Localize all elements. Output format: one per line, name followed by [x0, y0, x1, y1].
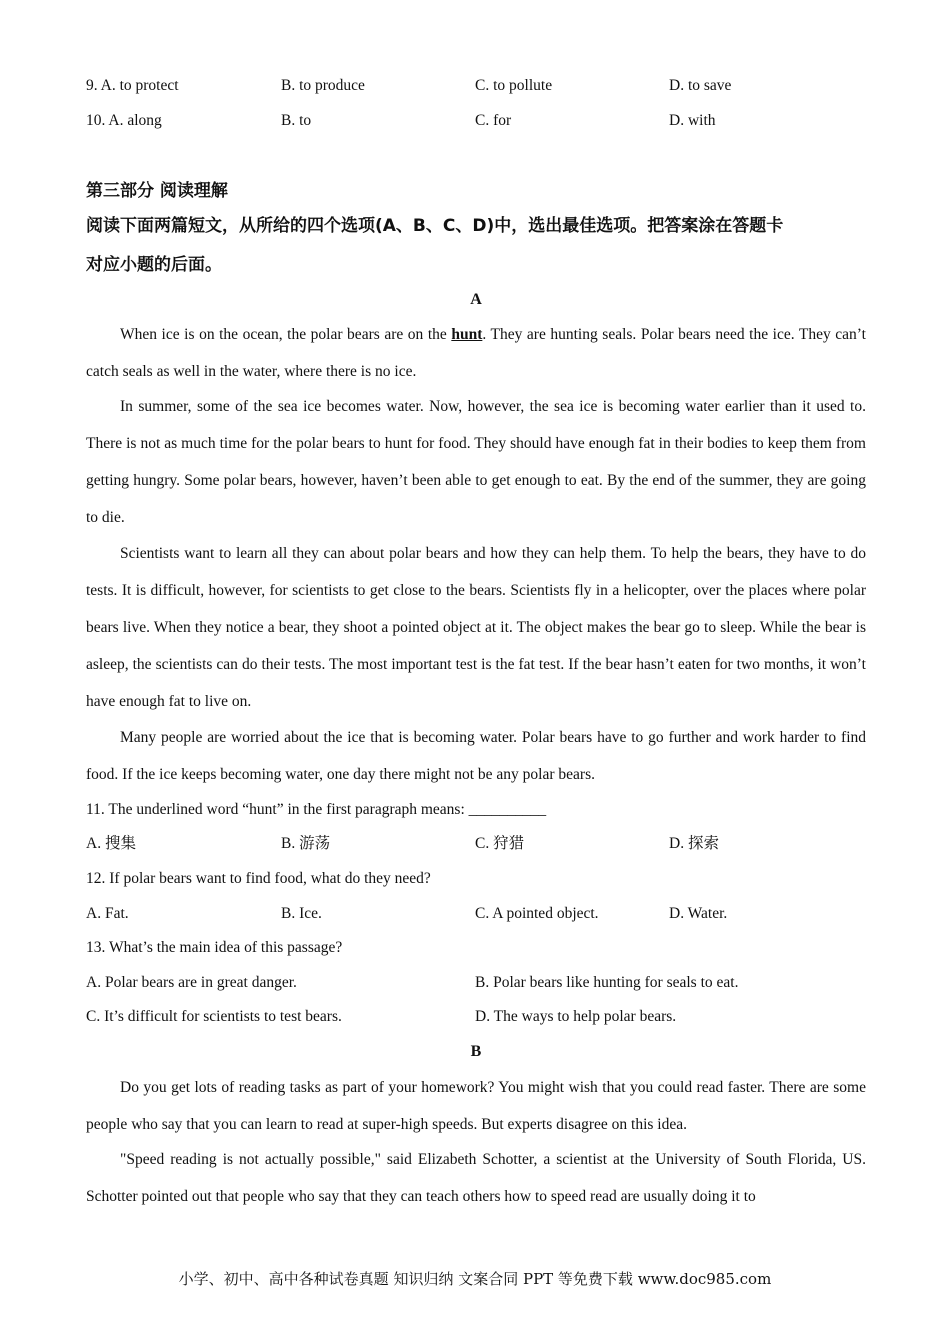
q12-option-b[interactable]: B. Ice. [281, 905, 322, 922]
question-9-options [86, 75, 866, 97]
passage-a-paragraph-4 [86, 719, 866, 793]
q11-option-d[interactable]: D. 探索 [669, 835, 719, 852]
question-13-stem: 13. What’s the main idea of this passage? [86, 939, 343, 956]
section-instruction-line1: 阅读下面两篇短文，从所给的四个选项(A、B、C、D)中，选出最佳选项。把答案涂在答题卡 [86, 216, 784, 236]
question-12-stem: 12. If polar bears want to find food, what do they need? [86, 870, 431, 887]
q13-option-c[interactable]: C. It’s difficult for scientists to test bears. [86, 1008, 342, 1025]
q10-option-d[interactable]: D. with [669, 112, 716, 129]
q9-option-c[interactable]: C. to pollute [475, 77, 553, 94]
passage-b-paragraph-1 [86, 1069, 866, 1143]
passage-a-p3-text: Scientists want to learn all they can about polar bears and how they can help them. To help the bears, they have to do tests. It is difficult, however, for scientists to get close to the bears. Scientists fly in a helicopter, over the places where polar bears live. When they notice a bear, they shoot a pointed object at it. The object makes the bear go to sleep. While the bear is asleep, the scientists can do their tests. The most important test is the fat test. If the bear hasn’t eaten for two months, it won’t have enough fat to live on. [86, 545, 866, 710]
question-12-options [86, 903, 866, 925]
question-10-options [86, 110, 866, 132]
q13-option-b[interactable]: B. Polar bears like hunting for seals to eat. [475, 974, 739, 991]
q9-option-a[interactable]: 9. A. to protect [86, 77, 179, 94]
question-13-options-row2 [86, 1006, 866, 1028]
q12-option-a[interactable]: A. Fat. [86, 905, 129, 922]
q9-option-d[interactable]: D. to save [669, 77, 732, 94]
section-title: 第三部分 阅读理解 [86, 181, 228, 201]
q10-option-b[interactable]: B. to [281, 112, 312, 129]
q12-option-c[interactable]: C. A pointed object. [475, 905, 599, 922]
passage-b-label: B [470, 1043, 482, 1060]
q11-option-c[interactable]: C. 狩猎 [475, 835, 525, 852]
q12-option-d[interactable]: D. Water. [669, 905, 728, 922]
passage-a-paragraph-1 [86, 316, 866, 390]
passage-a-p2-text: In summer, some of the sea ice becomes water. Now, however, the sea ice is becoming water earlier than it used to. There is not as much time for the polar bears to hunt for food. They should have enough fat in their bodies to keep them from getting hungry. Some polar bears, however, haven’t been able to get enough to eat. By the end of the summer, they are going to die. [86, 398, 866, 526]
passage-b-paragraph-2 [86, 1141, 866, 1215]
passage-a-paragraph-3 [86, 535, 866, 720]
q11-option-a[interactable]: A. 搜集 [86, 835, 136, 852]
q9-option-b[interactable]: B. to produce [281, 77, 365, 94]
underlined-word-hunt: hunt [451, 326, 483, 343]
passage-a-p4-text: Many people are worried about the ice that is becoming water. Polar bears have to go further and work harder to find food. If the ice keeps becoming water, one day there might not be any polar bears. [86, 729, 866, 783]
q13-option-a[interactable]: A. Polar bears are in great danger. [86, 974, 297, 991]
q13-option-d[interactable]: D. The ways to help polar bears. [475, 1008, 677, 1025]
page-footer: 小学、初中、高中各种试卷真题 知识归纳 文案合同 PPT 等免费下载 www.doc985.com [178, 1270, 772, 1288]
passage-a-p1-after: . They are hunting seals. Polar bears need the ice. They can’t catch seals as well in the water, where there is no ice. [86, 326, 866, 380]
q10-option-a[interactable]: 10. A. along [86, 112, 162, 129]
question-11-options [86, 833, 866, 855]
section-instruction-line2: 对应小题的后面。 [86, 255, 222, 275]
passage-b-p1-text: Do you get lots of reading tasks as part of your homework? You might wish that you could read faster. There are some people who say that you can learn to read at super-high speeds. But experts disagree on this idea. [86, 1079, 866, 1133]
passage-b-p2-text: "Speed reading is not actually possible," said Elizabeth Schotter, a scientist at the University of South Florida, US. Schotter pointed out that people who say that they can teach others how to speed read are usually doing it to [86, 1151, 866, 1205]
question-13-options-row1 [86, 972, 866, 994]
question-11-stem: 11. The underlined word “hunt” in the first paragraph means: __________ [86, 801, 547, 818]
q11-option-b[interactable]: B. 游荡 [281, 835, 331, 852]
passage-a-label: A [470, 291, 482, 308]
q10-option-c[interactable]: C. for [475, 112, 512, 129]
passage-a-p1-before: When ice is on the ocean, the polar bears are on the [120, 326, 452, 343]
passage-a-paragraph-2 [86, 388, 866, 536]
